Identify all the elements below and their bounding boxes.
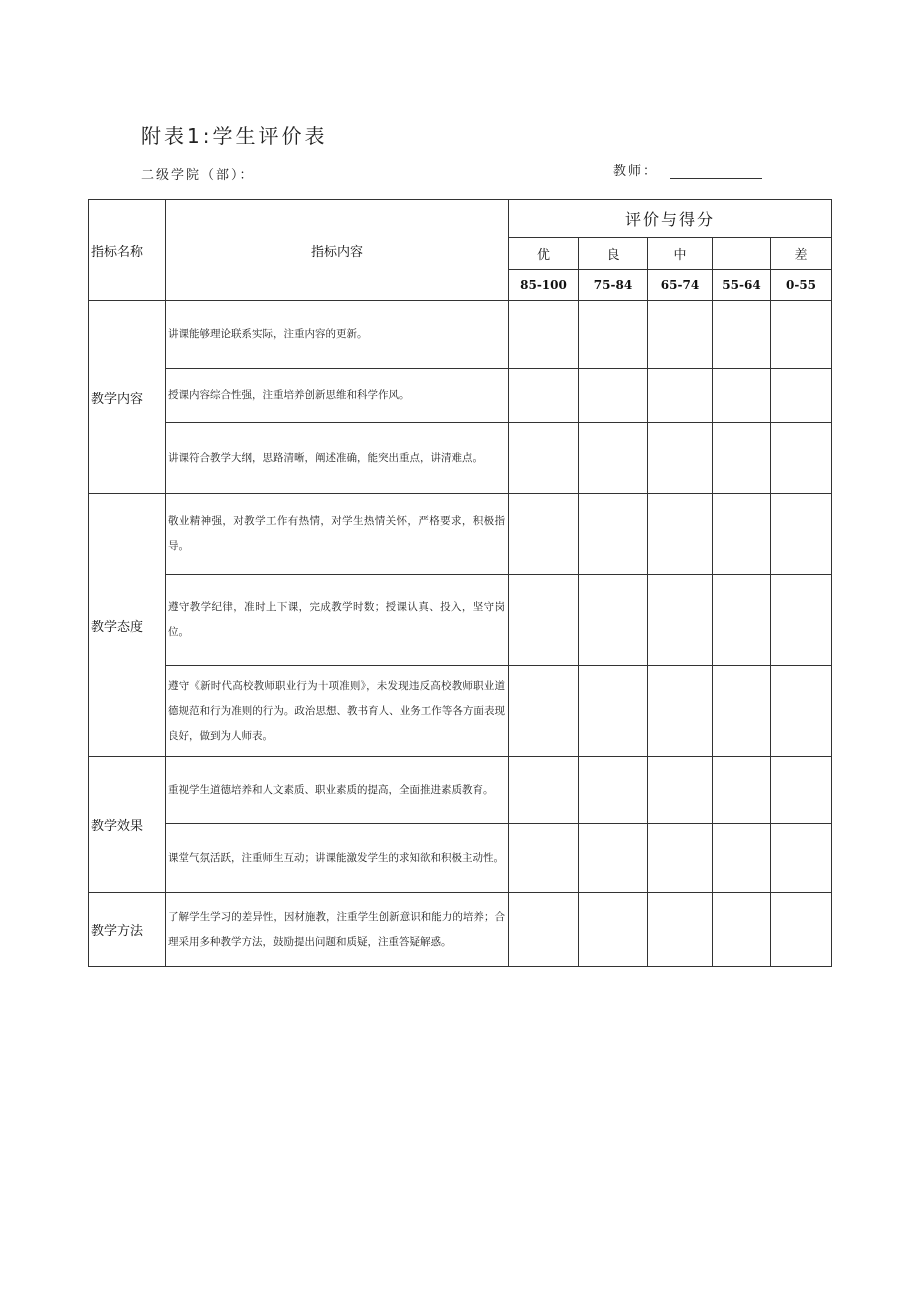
- table-row: [89, 824, 832, 893]
- score-cell[interactable]: [509, 575, 579, 666]
- grade-range: 65-74: [648, 270, 713, 301]
- score-cell[interactable]: [771, 824, 832, 893]
- score-cell[interactable]: [509, 423, 579, 494]
- score-cell[interactable]: [509, 666, 579, 757]
- criterion-text: 讲课符合教学大纲，思路清晰，阐述准确，能突出重点，讲清难点。: [166, 423, 509, 494]
- score-cell[interactable]: [713, 666, 771, 757]
- criterion-text: 授课内容综合性强，注重培养创新思维和科学作风。: [166, 369, 509, 423]
- header-content: 指标内容: [166, 200, 509, 301]
- teacher-name-blank[interactable]: [670, 164, 762, 179]
- teacher-field: [613, 160, 762, 179]
- table-row: [89, 423, 832, 494]
- header-category: 指标名称: [89, 200, 166, 301]
- grade-range: 0-55: [771, 270, 832, 301]
- score-cell[interactable]: [579, 423, 648, 494]
- header-evaluation: 评价与得分: [509, 200, 832, 238]
- grade-label: 中: [648, 238, 713, 270]
- score-cell[interactable]: [509, 494, 579, 575]
- score-cell[interactable]: [713, 893, 771, 967]
- score-cell[interactable]: [713, 757, 771, 824]
- score-cell[interactable]: [648, 575, 713, 666]
- score-cell[interactable]: [579, 369, 648, 423]
- category-teaching-method: 教学方法: [89, 893, 166, 967]
- grade-range: 75-84: [579, 270, 648, 301]
- category-teaching-attitude: 教学态度: [89, 494, 166, 757]
- table-row: [89, 575, 832, 666]
- score-cell[interactable]: [648, 423, 713, 494]
- score-cell[interactable]: [648, 893, 713, 967]
- table-row: [89, 757, 832, 824]
- criterion-text: 课堂气氛活跃，注重师生互动；讲课能激发学生的求知欲和积极主动性。: [166, 824, 509, 893]
- table-row: [89, 893, 832, 967]
- score-cell[interactable]: [771, 893, 832, 967]
- score-cell[interactable]: [713, 423, 771, 494]
- score-cell[interactable]: [771, 666, 832, 757]
- score-cell[interactable]: [579, 494, 648, 575]
- score-cell[interactable]: [713, 301, 771, 369]
- score-cell[interactable]: [771, 494, 832, 575]
- score-cell[interactable]: [509, 824, 579, 893]
- score-cell[interactable]: [648, 824, 713, 893]
- score-cell[interactable]: [509, 757, 579, 824]
- score-cell[interactable]: [648, 301, 713, 369]
- grade-range: 55-64: [713, 270, 771, 301]
- criterion-text: 了解学生学习的差异性，因材施教，注重学生创新意识和能力的培养；合理采用多种教学方法，鼓励提出问题和质疑，注重答疑解惑。: [166, 893, 509, 967]
- score-cell[interactable]: [579, 893, 648, 967]
- score-cell[interactable]: [579, 575, 648, 666]
- table-row: [89, 301, 832, 369]
- criterion-text: 遵守《新时代高校教师职业行为十项准则》，未发现违反高校教师职业道德规范和行为准则的行为。政治思想、教书育人、业务工作等各方面表现良好，做到为人师表。: [166, 666, 509, 757]
- department-label: 二级学院（部）：: [141, 168, 255, 183]
- criterion-text: 敬业精神强，对教学工作有热情，对学生热情关怀，严格要求，积极指导。: [166, 494, 509, 575]
- score-cell[interactable]: [509, 301, 579, 369]
- score-cell[interactable]: [771, 575, 832, 666]
- score-cell[interactable]: [713, 824, 771, 893]
- score-cell[interactable]: [579, 666, 648, 757]
- score-cell[interactable]: [771, 301, 832, 369]
- score-cell[interactable]: [771, 369, 832, 423]
- score-cell[interactable]: [509, 369, 579, 423]
- score-cell[interactable]: [648, 494, 713, 575]
- score-cell[interactable]: [648, 666, 713, 757]
- score-cell[interactable]: [648, 369, 713, 423]
- score-cell[interactable]: [771, 757, 832, 824]
- grade-label: [713, 238, 771, 270]
- score-cell[interactable]: [771, 423, 832, 494]
- score-cell[interactable]: [509, 893, 579, 967]
- evaluation-table: [88, 199, 832, 967]
- criterion-text: 讲课能够理论联系实际，注重内容的更新。: [166, 301, 509, 369]
- grade-label: 良: [579, 238, 648, 270]
- table-row: [89, 369, 832, 423]
- table-row: [89, 494, 832, 575]
- score-cell[interactable]: [713, 369, 771, 423]
- table-row: [89, 666, 832, 757]
- category-teaching-content: 教学内容: [89, 301, 166, 494]
- score-cell[interactable]: [713, 494, 771, 575]
- score-cell[interactable]: [713, 575, 771, 666]
- score-cell[interactable]: [579, 301, 648, 369]
- score-cell[interactable]: [579, 824, 648, 893]
- grade-range: 85-100: [509, 270, 579, 301]
- grade-label: 差: [771, 238, 832, 270]
- page-title: 附表1:学生评价表: [141, 124, 328, 148]
- teacher-label: 教师：: [613, 164, 659, 179]
- criterion-text: 遵守教学纪律，准时上下课，完成教学时数；授课认真、投入，坚守岗位。: [166, 575, 509, 666]
- score-cell[interactable]: [579, 757, 648, 824]
- grade-label: 优: [509, 238, 579, 270]
- criterion-text: 重视学生道德培养和人文素质、职业素质的提高，全面推进素质教育。: [166, 757, 509, 824]
- category-teaching-effect: 教学效果: [89, 757, 166, 893]
- score-cell[interactable]: [648, 757, 713, 824]
